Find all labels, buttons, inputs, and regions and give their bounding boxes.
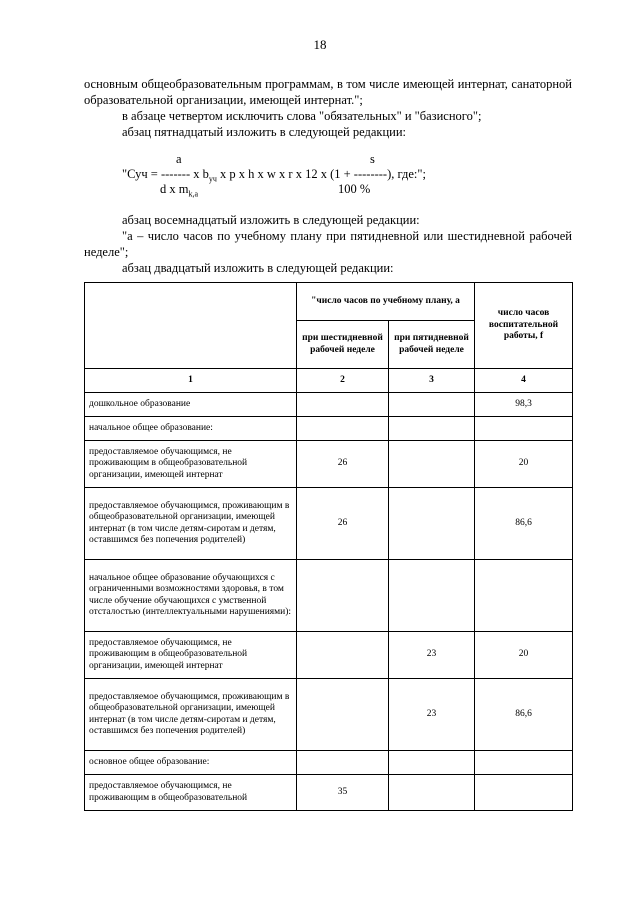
cell-five-day <box>389 775 475 811</box>
column-number: 1 <box>85 369 297 393</box>
row-label: предоставляемое обучающимся, не проживающим в общеобразовательной организации, имеющей интернат <box>85 441 297 488</box>
cell-six-day <box>297 751 389 775</box>
cell-educational-work <box>475 417 573 441</box>
table-row <box>85 393 573 417</box>
cell-educational-work: 86,6 <box>475 679 573 751</box>
column-number: 2 <box>297 369 389 393</box>
paragraph-fifteenth: абзац пятнадцатый изложить в следующей редакции: <box>122 125 407 139</box>
row-label: предоставляемое обучающимся, не проживающим в общеобразовательной <box>85 775 297 811</box>
hours-table <box>84 282 573 811</box>
cell-five-day: 23 <box>389 632 475 679</box>
header-curriculum-hours: "число часов по учебному плану, а <box>297 283 475 321</box>
cell-six-day: 26 <box>297 441 389 488</box>
header-educational-work-hours: число часов воспитательной работы, f <box>475 283 573 369</box>
cell-six-day <box>297 632 389 679</box>
cell-six-day: 35 <box>297 775 389 811</box>
cell-educational-work: 86,6 <box>475 488 573 560</box>
cell-five-day <box>389 560 475 632</box>
cell-five-day <box>389 393 475 417</box>
paragraph-eighteenth: абзац восемнадцатый изложить в следующей редакции: <box>122 213 420 227</box>
header-empty-cell <box>85 283 297 369</box>
formula-denominator-left: d x $m_{k,a}$ <box>160 182 199 199</box>
header-five-day-week: при пятидневной рабочей неделе <box>389 321 475 369</box>
row-label: предоставляемое обучающимся, не проживающим в общеобразовательной организации, имеющей интернат <box>85 632 297 679</box>
row-label: основное общее образование: <box>85 751 297 775</box>
row-label: дошкольное образование <box>85 393 297 417</box>
paragraph-hours-definition: "а – число часов по учебному плану при пятидневной или шестидневной рабочей неделе"; <box>84 229 572 259</box>
cell-six-day <box>297 560 389 632</box>
paragraph-exclude-words: в абзаце четвертом исключить слова "обязательных" и "базисного"; <box>122 109 482 123</box>
cell-educational-work: 20 <box>475 441 573 488</box>
header-six-day-week: при шестидневной рабочей неделе <box>297 321 389 369</box>
cell-educational-work: 20 <box>475 632 573 679</box>
table-row <box>85 632 573 679</box>
cell-educational-work: 98,3 <box>475 393 573 417</box>
column-number: 3 <box>389 369 475 393</box>
cell-six-day: 26 <box>297 488 389 560</box>
table-row <box>85 417 573 441</box>
cell-five-day <box>389 488 475 560</box>
cell-six-day <box>297 679 389 751</box>
table-row <box>85 560 573 632</box>
formula-denominator-right: 100 % <box>338 182 371 196</box>
formula-numerator-a: а <box>176 152 182 166</box>
page-number: 18 <box>313 37 327 52</box>
formula-numerator-s: s <box>370 152 375 166</box>
row-label: предоставляемое обучающимся, проживающим в общеобразовательной организации, имеющей интернат (в том числе детям-сиротам и детям, оставшимся без попечения родителей) <box>85 679 297 751</box>
cell-six-day <box>297 393 389 417</box>
cell-educational-work <box>475 751 573 775</box>
table-row <box>85 679 573 751</box>
table-row <box>85 488 573 560</box>
cell-six-day <box>297 417 389 441</box>
table-row <box>85 441 573 488</box>
formula-main-line: "Суч = ------- x $b_{уч}$ x p x h x w x r x 12 x (1 + --------), где:"; <box>122 167 426 184</box>
table-row <box>85 751 573 775</box>
cell-five-day <box>389 441 475 488</box>
paragraph-twentieth: абзац двадцатый изложить в следующей редакции: <box>122 261 394 275</box>
row-label: предоставляемое обучающимся, проживающим в общеобразовательной организации, имеющей интернат (в том числе детям-сиротам и детям, оставшимся без попечения родителей) <box>85 488 297 560</box>
cell-five-day <box>389 417 475 441</box>
cell-five-day <box>389 751 475 775</box>
table-row <box>85 775 573 811</box>
cell-five-day: 23 <box>389 679 475 751</box>
column-number: 4 <box>475 369 573 393</box>
cell-educational-work <box>475 560 573 632</box>
paragraph-continuation: основным общеобразовательным программам, в том числе имеющей интернат, санаторной образовательной организации, имеющей интернат."; <box>84 77 572 107</box>
cell-educational-work <box>475 775 573 811</box>
row-label: начальное общее образование: <box>85 417 297 441</box>
row-label: начальное общее образование обучающихся с ограниченными возможностями здоровья, в том числе обучение обучающихся с умственной отсталостью (интеллектуальными нарушениями): <box>85 560 297 632</box>
